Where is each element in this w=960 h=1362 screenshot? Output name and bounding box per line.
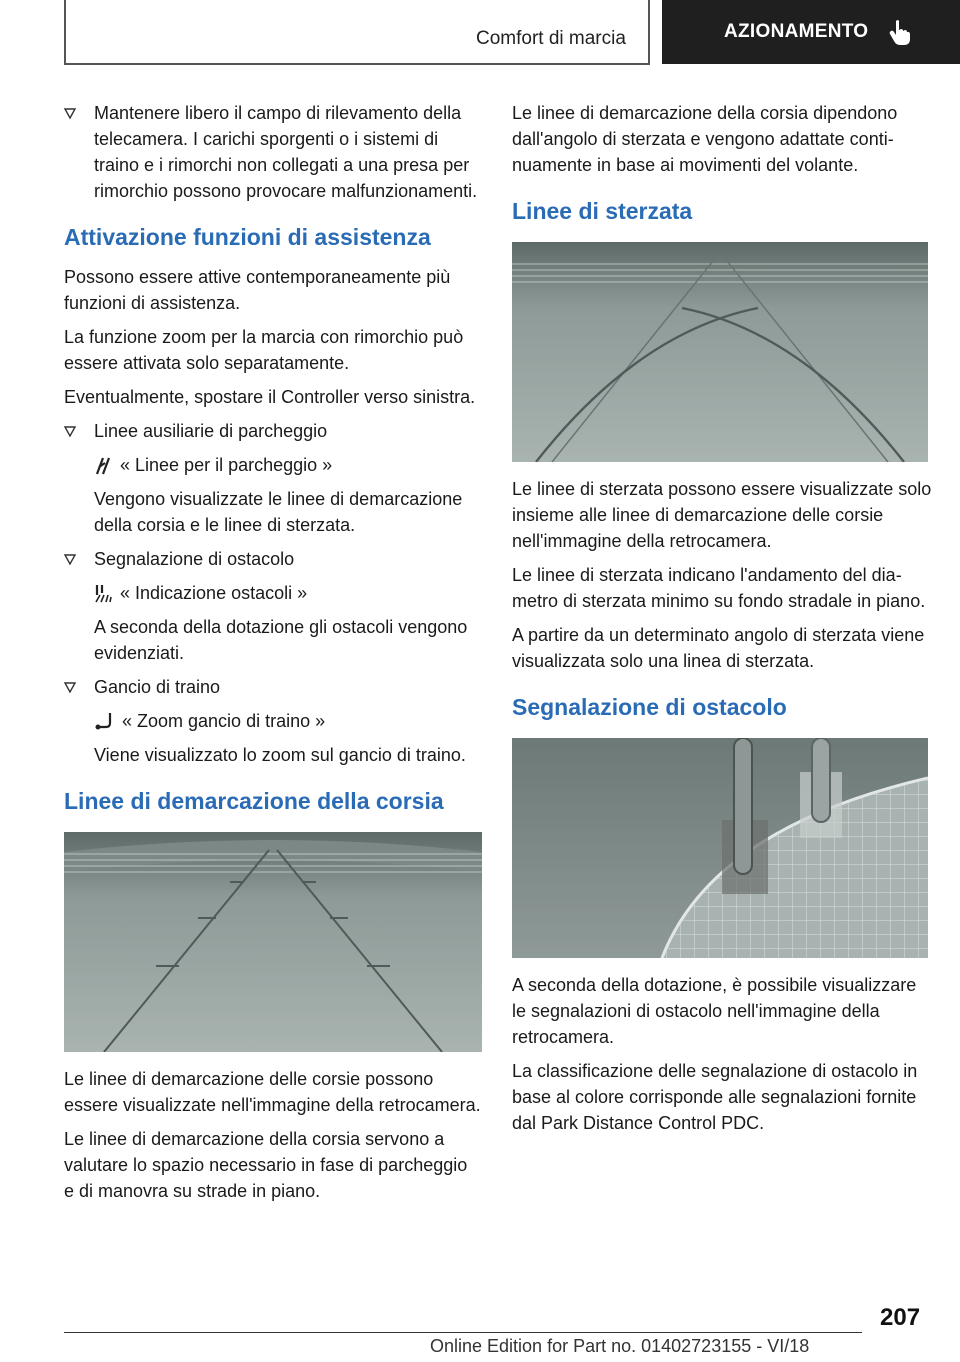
menu-entry-obstacle[interactable]: [64, 580, 482, 606]
paragraph: La classificazione delle segnalazione di ostacolo in base al colore corrisponde alle segnalazioni fornite dal Park Distance Control PDC.: [512, 1061, 918, 1133]
paragraph: Le linee di demarcazione delle corsie possono essere visualizzate nell'immagine della retrocamera.: [64, 1069, 481, 1115]
paragraph: Le linee di demarcazione della corsia dipendono dall'angolo di sterzata e vengono adattate continuamente in base ai movimenti del volante.: [512, 103, 898, 175]
heading-obstacle-marking: Segnalazione di ostacolo: [512, 694, 787, 720]
paragraph: A seconda della dotazione, è possibile visualizzare le segnalazioni di ostacolo nell'immagine della retrocamera.: [512, 975, 917, 1047]
obstacle-marking-image: [512, 738, 928, 958]
heading-lane-lines: Linee di demarcazione della corsia: [64, 788, 444, 814]
paragraph: Le linee di sterzata indicano l'andamento del diametro di sterzata minimo su fondo stradale in piano.: [512, 565, 926, 611]
header-chapter-label: AZIONAMENTO: [724, 21, 869, 42]
list-item-label: Segnalazione di ostacolo: [94, 549, 295, 569]
paragraph: La funzione zoom per la marcia con rimorchio può essere attivata solo separatamente.: [64, 327, 464, 373]
header-rule-divider: [648, 0, 650, 64]
steering-lines-image: [512, 242, 928, 462]
footer-edition: Online Edition for Part no. 01402723155 - VI/18: [430, 1336, 810, 1356]
header-rule-bottom: [64, 63, 650, 65]
header-section-title: Comfort di marcia: [476, 28, 626, 49]
header-rule-left: [64, 0, 66, 64]
page-number: 207: [880, 1304, 921, 1331]
list-item-description: Viene visualizzato lo zoom sul gancio di traino.: [94, 745, 466, 765]
list-item-description: Vengono visualizzate le linee di demarcazione della corsia e le linee di sterzata.: [94, 489, 463, 535]
header-chapter-tab[interactable]: [662, 0, 960, 64]
paragraph: Possono essere attive contemporaneamente più funzioni di assistenza.: [64, 267, 451, 313]
obstacle-marking-icon: [94, 583, 112, 603]
warning-text: Mantenere libero il campo di rilevamento della telecamera. I carichi sporgenti o i sistemi di traino e i rimorchi non collegati a una presa per rimorchio possono provocare malfunzionamenti.: [94, 103, 478, 201]
menu-label: « Indicazione ostacoli »: [120, 583, 308, 603]
heading-assistance-functions: Attivazione funzioni di assistenza: [64, 224, 431, 250]
paragraph: Le linee di sterzata possono essere visualizzate solo insieme alle linee di demarcazione delle corsie nell'immagine della retrocamera.: [512, 479, 932, 551]
triangle-bullet-icon: [64, 554, 76, 565]
paragraph: A partire da un determinato angolo di sterzata viene visualizzata solo una linea di sterzata.: [512, 625, 925, 671]
warning-bullet: [64, 100, 482, 204]
menu-entry-parking-lines[interactable]: [64, 452, 482, 478]
list-item-tow-hitch: [64, 674, 482, 700]
pointing-hand-icon: [888, 19, 910, 45]
paragraph: Le linee di demarcazione della corsia servono a valutare lo spazio necessario in fase di parcheggio e di manovra su strade in piano.: [64, 1129, 468, 1201]
menu-label: « Linee per il parcheggio »: [120, 455, 333, 475]
list-item-obstacle: [64, 546, 482, 572]
footer-rule: [64, 1332, 862, 1333]
list-item-label: Linee ausiliarie di parcheggio: [94, 421, 328, 441]
triangle-bullet-icon: [64, 682, 76, 693]
paragraph: Eventualmente, spostare il Controller verso sinistra.: [64, 387, 476, 407]
menu-label: « Zoom gancio di traino »: [122, 711, 326, 731]
triangle-bullet-icon: [64, 426, 76, 437]
list-item-label: Gancio di traino: [94, 677, 221, 697]
left-column: [64, 100, 482, 1212]
triangle-bullet-icon: [64, 108, 76, 119]
heading-steering-lines: Linee di sterzata: [512, 198, 693, 224]
parking-lines-icon: [94, 455, 112, 475]
list-item-description: A seconda della dotazione gli ostacoli vengono evidenziati.: [94, 617, 468, 663]
list-item-parking-lines: [64, 418, 482, 444]
right-column: [512, 100, 932, 1144]
tow-hitch-icon: [94, 711, 114, 731]
lane-lines-image: [64, 832, 482, 1052]
menu-entry-tow-hitch[interactable]: [64, 708, 482, 734]
